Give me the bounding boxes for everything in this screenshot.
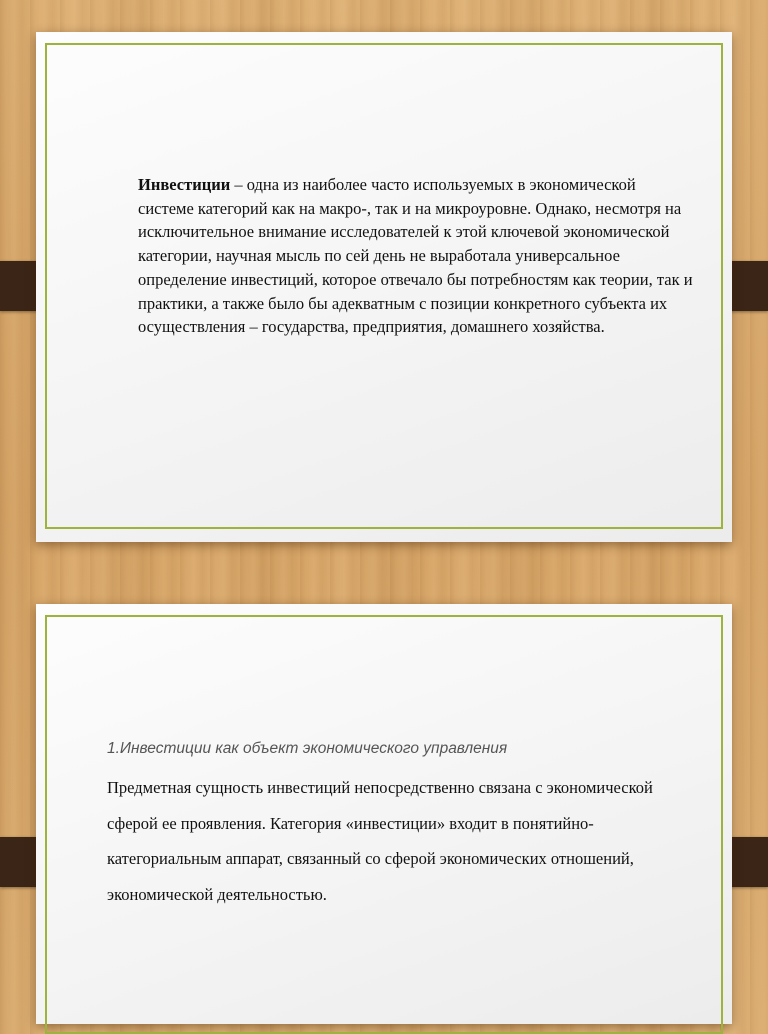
- term-investments: Инвестиции: [138, 175, 231, 194]
- slide-1-text: [138, 173, 693, 339]
- slide-1-body: – одна из наиболее часто используемых в экономической системе категорий как на макро-, так и на микроуровне. Однако, несмотря на исключительное внимание исследователей к этой ключевой экономической категории, научная мысль по сей день не выработала универсальное определение инвестиций, которое отвечало бы потребностям как теории, так и практики, а также было бы адекватным с позиции конкретного субъекта их осуществления – государства, предприятия, домашнего хозяйства.: [138, 175, 693, 337]
- slide-2-body: Предметная сущность инвестиций непосредственно связана с экономической сферой ее проявления. Категория «инвестиции» входит в понятийно-категориальным аппарат, связанный со сферой экономических отношений, экономической деятельностью.: [107, 778, 653, 904]
- slide-2-subtitle: 1.Инвестиции как объект экономического управления: [107, 740, 508, 757]
- slide-2: [36, 604, 732, 1024]
- slide-1: [36, 32, 732, 542]
